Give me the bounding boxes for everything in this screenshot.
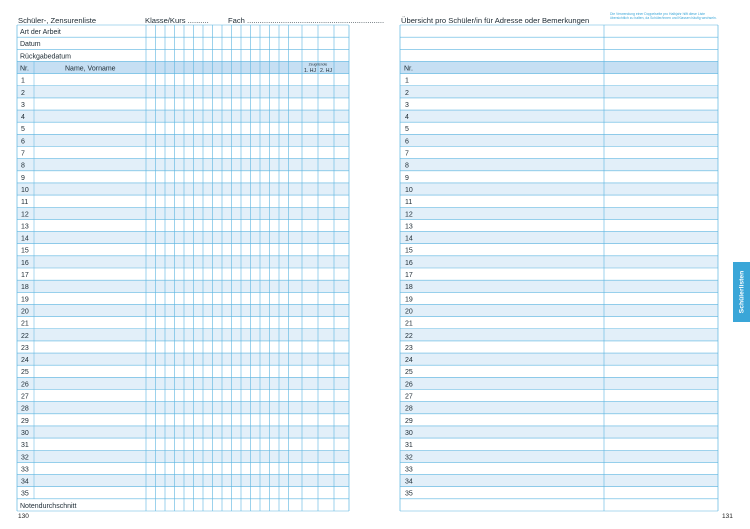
usage-note: Die Verwendung einer Doppelseite pro Halbjahr hilft diese Liste übersichtlich zu halten, da Schüler/innen und Klassen häufig wechseln. xyxy=(610,12,717,21)
row-number: 22 xyxy=(21,332,29,340)
row-number: 33 xyxy=(21,466,29,474)
row-number: 24 xyxy=(405,357,413,365)
section-tab-label: Schülerlisten xyxy=(738,270,745,314)
row-number: 2 xyxy=(405,89,409,97)
row-number: 15 xyxy=(21,247,29,255)
row-number: 34 xyxy=(405,478,413,486)
page-number-left: 130 xyxy=(18,513,29,520)
left-page-title: Schüler-, Zensurenliste xyxy=(18,16,97,25)
row-number: 10 xyxy=(21,186,29,194)
row-number: 4 xyxy=(405,114,409,122)
row-shade xyxy=(400,86,718,98)
row-number: 32 xyxy=(21,454,29,462)
row-number: 31 xyxy=(21,442,29,450)
row-number: 5 xyxy=(21,126,25,134)
row-number: 32 xyxy=(405,454,413,462)
row-number: 21 xyxy=(405,320,413,328)
row-shade xyxy=(400,61,718,73)
row-number: 13 xyxy=(405,223,413,231)
row-number: 35 xyxy=(21,490,29,498)
col-header-nr: Nr. xyxy=(20,65,29,73)
row-number: 31 xyxy=(405,442,413,450)
row-number: 3 xyxy=(21,101,25,109)
row-number: 1 xyxy=(21,77,25,85)
row-number: 4 xyxy=(21,114,25,122)
row-number: 35 xyxy=(405,490,413,498)
footer-label: Notendurchschnitt xyxy=(20,502,77,510)
page-number-right: 131 xyxy=(722,513,733,520)
row-number: 8 xyxy=(21,162,25,170)
row-shade xyxy=(400,402,718,414)
row-number: 15 xyxy=(405,247,413,255)
row-shade xyxy=(400,159,718,171)
row-number: 12 xyxy=(21,211,29,219)
row-number: 11 xyxy=(405,199,413,207)
row-shade xyxy=(400,280,718,292)
row-shade xyxy=(400,329,718,341)
row-number: 9 xyxy=(405,174,409,182)
col-header-name: Name, Vorname xyxy=(65,65,116,73)
header-row-label: Rückgabedatum xyxy=(20,53,71,61)
row-number: 23 xyxy=(21,344,29,352)
row-number: 22 xyxy=(405,332,413,340)
zeugnisnote-label: Zeugnisnote xyxy=(308,62,328,67)
row-number: 6 xyxy=(21,138,25,146)
klasse-kurs-label: Klasse/Kurs .......... xyxy=(145,16,209,25)
row-shade xyxy=(400,207,718,219)
header-row-label: Art der Arbeit xyxy=(20,29,61,36)
row-number: 29 xyxy=(405,417,413,425)
row-number: 25 xyxy=(405,369,413,377)
row-number: 30 xyxy=(21,429,29,437)
row-number: 16 xyxy=(21,259,29,267)
row-shade xyxy=(400,304,718,316)
row-shade xyxy=(400,134,718,146)
row-number: 27 xyxy=(405,393,413,401)
row-number: 29 xyxy=(21,417,29,425)
row-shade xyxy=(400,353,718,365)
row-number: 14 xyxy=(21,235,29,243)
row-shade xyxy=(400,450,718,462)
col-header-nr: Nr. xyxy=(404,65,413,73)
row-number: 10 xyxy=(405,186,413,194)
row-shade xyxy=(400,256,718,268)
col-header-1hj: 1. HJ xyxy=(303,67,317,74)
row-number: 9 xyxy=(21,174,25,182)
row-number: 23 xyxy=(405,344,413,352)
row-number: 20 xyxy=(21,308,29,316)
row-number: 18 xyxy=(405,284,413,292)
row-number: 34 xyxy=(21,478,29,486)
row-number: 17 xyxy=(21,272,29,279)
row-number: 25 xyxy=(21,369,29,377)
fach-label: Fach ................................................................. xyxy=(228,16,385,25)
row-number: 20 xyxy=(405,308,413,316)
row-number: 21 xyxy=(21,320,29,328)
row-number: 24 xyxy=(21,357,29,365)
row-number: 33 xyxy=(405,466,413,474)
col-header-2hj: 2. HJ xyxy=(319,67,333,74)
row-number: 27 xyxy=(21,393,29,401)
section-tab[interactable] xyxy=(733,262,750,322)
row-number: 3 xyxy=(405,101,409,109)
row-number: 28 xyxy=(21,405,29,413)
row-number: 6 xyxy=(405,138,409,146)
header-row-label: Datum xyxy=(20,41,41,49)
row-number: 8 xyxy=(405,162,409,170)
row-number: 13 xyxy=(21,223,29,231)
row-number: 2 xyxy=(21,89,25,97)
row-number: 1 xyxy=(405,77,409,85)
row-number: 26 xyxy=(405,381,413,389)
row-number: 16 xyxy=(405,259,413,267)
row-number: 5 xyxy=(405,126,409,134)
row-number: 28 xyxy=(405,405,413,413)
row-shade xyxy=(400,110,718,122)
row-number: 7 xyxy=(21,150,25,158)
row-number: 11 xyxy=(21,199,29,207)
row-number: 17 xyxy=(405,272,413,279)
row-shade xyxy=(400,426,718,438)
row-number: 14 xyxy=(405,235,413,243)
row-shade xyxy=(400,377,718,389)
row-shade xyxy=(400,232,718,244)
row-shade xyxy=(400,475,718,487)
row-number: 18 xyxy=(21,284,29,292)
row-shade xyxy=(400,183,718,195)
row-number: 30 xyxy=(405,429,413,437)
row-number: 19 xyxy=(21,296,29,304)
row-number: 12 xyxy=(405,211,413,219)
row-number: 7 xyxy=(405,150,409,158)
right-page-title: Übersicht pro Schüler/in für Adresse oder Bemerkungen xyxy=(401,16,590,25)
row-number: 26 xyxy=(21,381,29,389)
row-number: 19 xyxy=(405,296,413,304)
